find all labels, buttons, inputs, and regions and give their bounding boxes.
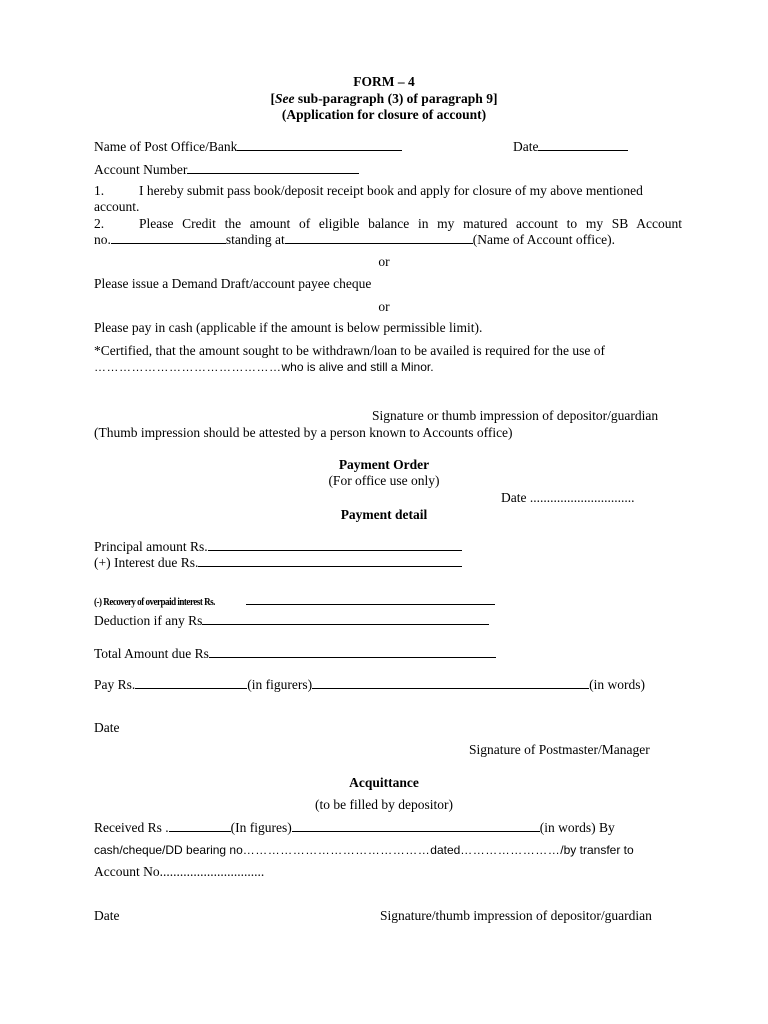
date-field[interactable] <box>538 139 628 151</box>
recovery-row <box>94 593 495 610</box>
post-office-label: Name of Post Office/Bank <box>94 139 238 154</box>
account-office-label: (Name of Account office). <box>472 232 615 247</box>
bracket: [ <box>270 91 276 106</box>
para1-continuation: account. <box>94 199 140 214</box>
date-label: Date <box>513 139 539 154</box>
deduction-label: Deduction if any Rs <box>94 613 203 628</box>
para2-text: Please Credit the amount of eligible balance in my matured account to my SB Account <box>139 216 682 231</box>
post-office-field[interactable] <box>237 139 402 151</box>
para1-text: I hereby submit pass book/deposit receipt book and apply for closure of my above mentioned <box>139 183 643 198</box>
interest-row <box>94 555 462 571</box>
demand-draft-option: Please issue a Demand Draft/account payee cheque <box>94 276 372 291</box>
cheque-no-dots[interactable]: ……………………………………… <box>242 843 431 857</box>
payment-order-title: Payment Order <box>338 457 430 472</box>
payment-order-subtitle: (For office use only) <box>328 473 440 488</box>
payment-detail-title: Payment detail <box>340 507 428 522</box>
principal-field[interactable] <box>208 539 462 551</box>
recovery-label: (-) Recovery of overpaid interest Rs. <box>94 596 215 608</box>
cash-option: Please pay in cash (applicable if the amount is below permissible limit). <box>94 320 483 335</box>
account-office-field[interactable] <box>285 232 473 244</box>
received-in-words-label: (in words) By <box>539 820 615 835</box>
received-figures-field[interactable] <box>169 820 231 832</box>
reference-text: sub-paragraph (3) of paragraph 9] <box>297 91 498 106</box>
total-row <box>94 646 496 662</box>
dated-dots[interactable]: …………………… <box>460 843 561 857</box>
pay-in-words-label: (in words) <box>589 677 645 692</box>
principal-label: Principal amount Rs. <box>94 539 208 554</box>
payment-order-date <box>501 490 634 506</box>
para1-number: 1. <box>94 183 105 198</box>
cash-cheque-row <box>94 842 634 858</box>
certified-line2-tail: who is alive and still a Minor. <box>281 360 434 374</box>
standing-at-label: standing at <box>225 232 285 247</box>
payment-order-date-label: Date <box>501 490 527 505</box>
para2-number: 2. <box>94 216 105 231</box>
para2-row2 <box>94 232 615 248</box>
certified-line1: *Certified, that the amount sought to be withdrawn/loan to be availed is required for the use of <box>94 343 605 358</box>
received-words-field[interactable] <box>292 820 540 832</box>
or-separator-1: or <box>378 254 390 269</box>
recovery-field[interactable] <box>246 593 495 605</box>
pay-row <box>94 677 645 693</box>
received-in-figures-label: (In figures) <box>230 820 292 835</box>
account-no-row <box>94 864 264 880</box>
depositor-signature-label: Signature or thumb impression of depositor/guardian <box>372 408 659 423</box>
received-row <box>94 820 615 836</box>
cash-cheque-label: cash/cheque/DD bearing no <box>94 843 243 857</box>
account-no-label: Account No <box>94 864 160 879</box>
acquittance-subtitle: (to be filled by depositor) <box>315 797 453 812</box>
acquittance-signature-label: Signature/thumb impression of depositor/guardian <box>380 908 652 923</box>
deduction-field[interactable] <box>202 613 489 625</box>
account-no-dots[interactable]: ............................... <box>159 864 265 879</box>
total-field[interactable] <box>209 646 496 658</box>
received-label: Received Rs . <box>94 820 169 835</box>
pay-rs-label: Pay Rs. <box>94 677 136 692</box>
minor-name-dots[interactable]: ……………………………………… <box>94 360 282 374</box>
dated-label: dated <box>430 843 461 857</box>
form-subtitle: (Application for closure of account) <box>281 107 487 122</box>
total-label: Total Amount due Rs <box>94 646 209 661</box>
pay-words-field[interactable] <box>312 677 589 689</box>
form-reference <box>0 91 768 107</box>
postmaster-signature-label: Signature of Postmaster/Manager <box>469 742 650 757</box>
post-office-row <box>94 139 402 155</box>
interest-field[interactable] <box>198 555 462 567</box>
sb-account-no-field[interactable] <box>111 232 226 244</box>
deduction-row <box>94 613 489 629</box>
payment-order-date-dots[interactable]: ............................... <box>529 490 635 505</box>
pay-in-figures-label: (in figurers) <box>247 677 313 692</box>
pay-figures-field[interactable] <box>135 677 247 689</box>
account-number-label: Account Number <box>94 162 188 177</box>
certified-line2 <box>94 359 434 375</box>
acquittance-title: Acquittance <box>349 775 419 790</box>
see-word: See <box>275 91 295 106</box>
date-row <box>513 139 628 155</box>
form-number: FORM – 4 <box>353 74 415 89</box>
by-transfer-label: /by transfer to <box>560 843 634 857</box>
thumb-impression-note: (Thumb impression should be attested by a person known to Accounts office) <box>94 425 513 440</box>
account-number-row <box>94 162 359 178</box>
sb-no-label: no. <box>94 232 111 247</box>
principal-row <box>94 539 462 555</box>
payment-date-label: Date <box>94 720 120 735</box>
account-number-field[interactable] <box>187 162 359 174</box>
interest-label: (+) Interest due Rs. <box>94 555 199 570</box>
acquittance-date-label: Date <box>94 908 120 923</box>
or-separator-2: or <box>378 299 390 314</box>
